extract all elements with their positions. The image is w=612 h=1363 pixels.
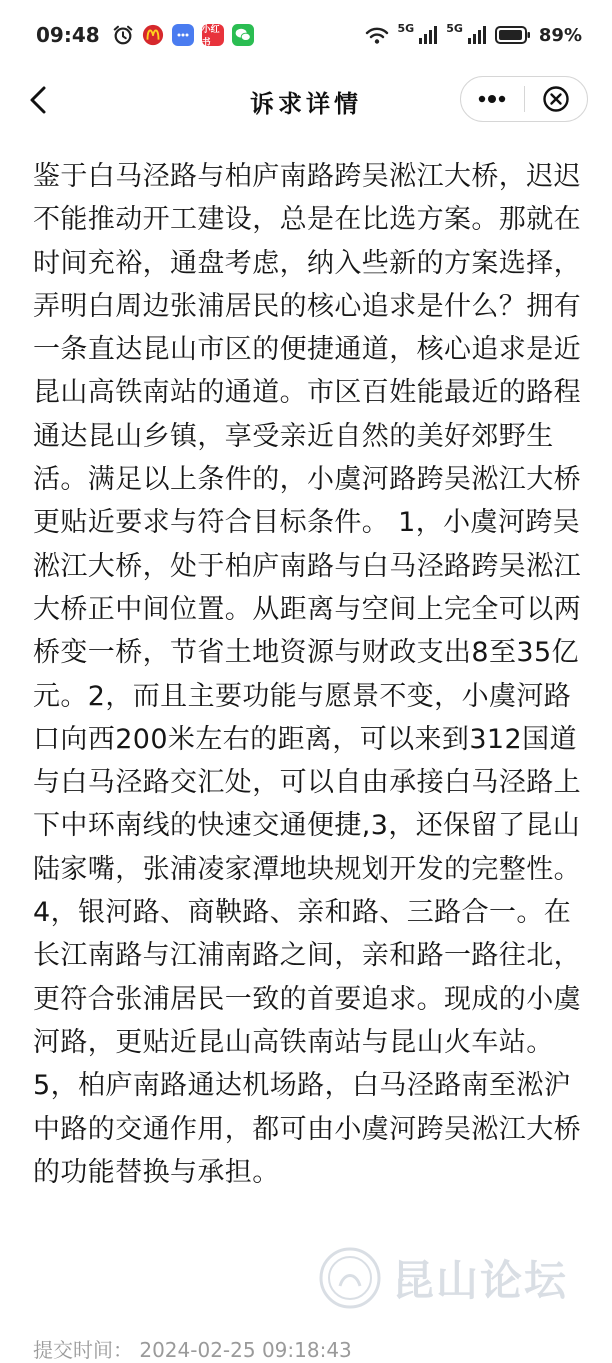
mcdonalds-icon — [142, 24, 164, 46]
signal-icon — [467, 25, 487, 45]
xiaohongshu-icon: 小红书 — [202, 24, 224, 46]
title-bar — [0, 70, 612, 130]
close-circle-icon — [542, 85, 570, 113]
forum-watermark — [318, 1238, 598, 1318]
more-dots-icon — [477, 94, 507, 104]
wifi-icon — [364, 24, 390, 46]
watermark-text: 昆山论坛 — [392, 1256, 569, 1305]
page-title: 诉求详情 — [250, 89, 362, 118]
forum-logo-icon — [318, 1246, 382, 1310]
status-time: 09:48 — [36, 23, 100, 47]
mini-program-capsule — [460, 76, 588, 122]
wechat-icon — [232, 24, 254, 46]
signal-icon — [418, 25, 438, 45]
alarm-icon — [112, 24, 134, 46]
more-button[interactable] — [461, 76, 524, 122]
close-button[interactable] — [524, 76, 587, 122]
battery-percent: 89% — [538, 24, 582, 46]
status-right — [364, 21, 582, 46]
submit-time: 提交时间： 2024-02-25 09:18:43 — [33, 1338, 352, 1362]
status-left — [36, 23, 254, 47]
appeal-content: 鉴于白马泾路与柏庐南路跨吴淞江大桥，迟迟不能推动开工建设，总是在比选方案。那就在时间充裕，通盘考虑，纳入些新的方案选择，弄明白周边张浦居民的核心追求是什么？拥有一条直达昆山市区的便捷通道，核心追求是近昆山高铁南站的通道。市区百姓能最近的路程通达昆山乡镇，享受亲近自然的美好郊野生活。满足以上条件的，小虞河路跨吴淞江大桥更贴近要求与符合目标条件。 1，小虞河跨吴淞江大桥，处于柏庐南路与白马泾路跨吴淞江大桥正中间位置。从距离与空间上完全可以两桥变一桥，节省土地资源与财政支出8至35亿元。2，而且主要功能与愿景不变，小虞河路口向西200米左右的距离，可以来到312国道与白马泾路交汇处，可以自由承接白马泾路上下中环南线的快速交通便捷,3，还保留了昆山陆家嘴，张浦凌家潭地块规划开发的完整性。4，银河路、商鞅路、亲和路、三路合一。在长江南路与江浦南路之间，亲和路一路往北，更符合张浦居民一致的首要追求。现成的小虞河路，更贴近昆山高铁南站与昆山火车站。5，柏庐南路通达机场路，白马泾路南至淞沪中路的交通作用，都可由小虞河跨吴淞江大桥的功能替换与承担。 — [33, 161, 581, 1188]
signal-label-2: 5G — [446, 21, 463, 35]
signal-label-1: 5G — [397, 21, 415, 35]
message-icon — [172, 24, 194, 46]
status-bar — [0, 0, 612, 70]
battery-icon — [495, 25, 531, 45]
